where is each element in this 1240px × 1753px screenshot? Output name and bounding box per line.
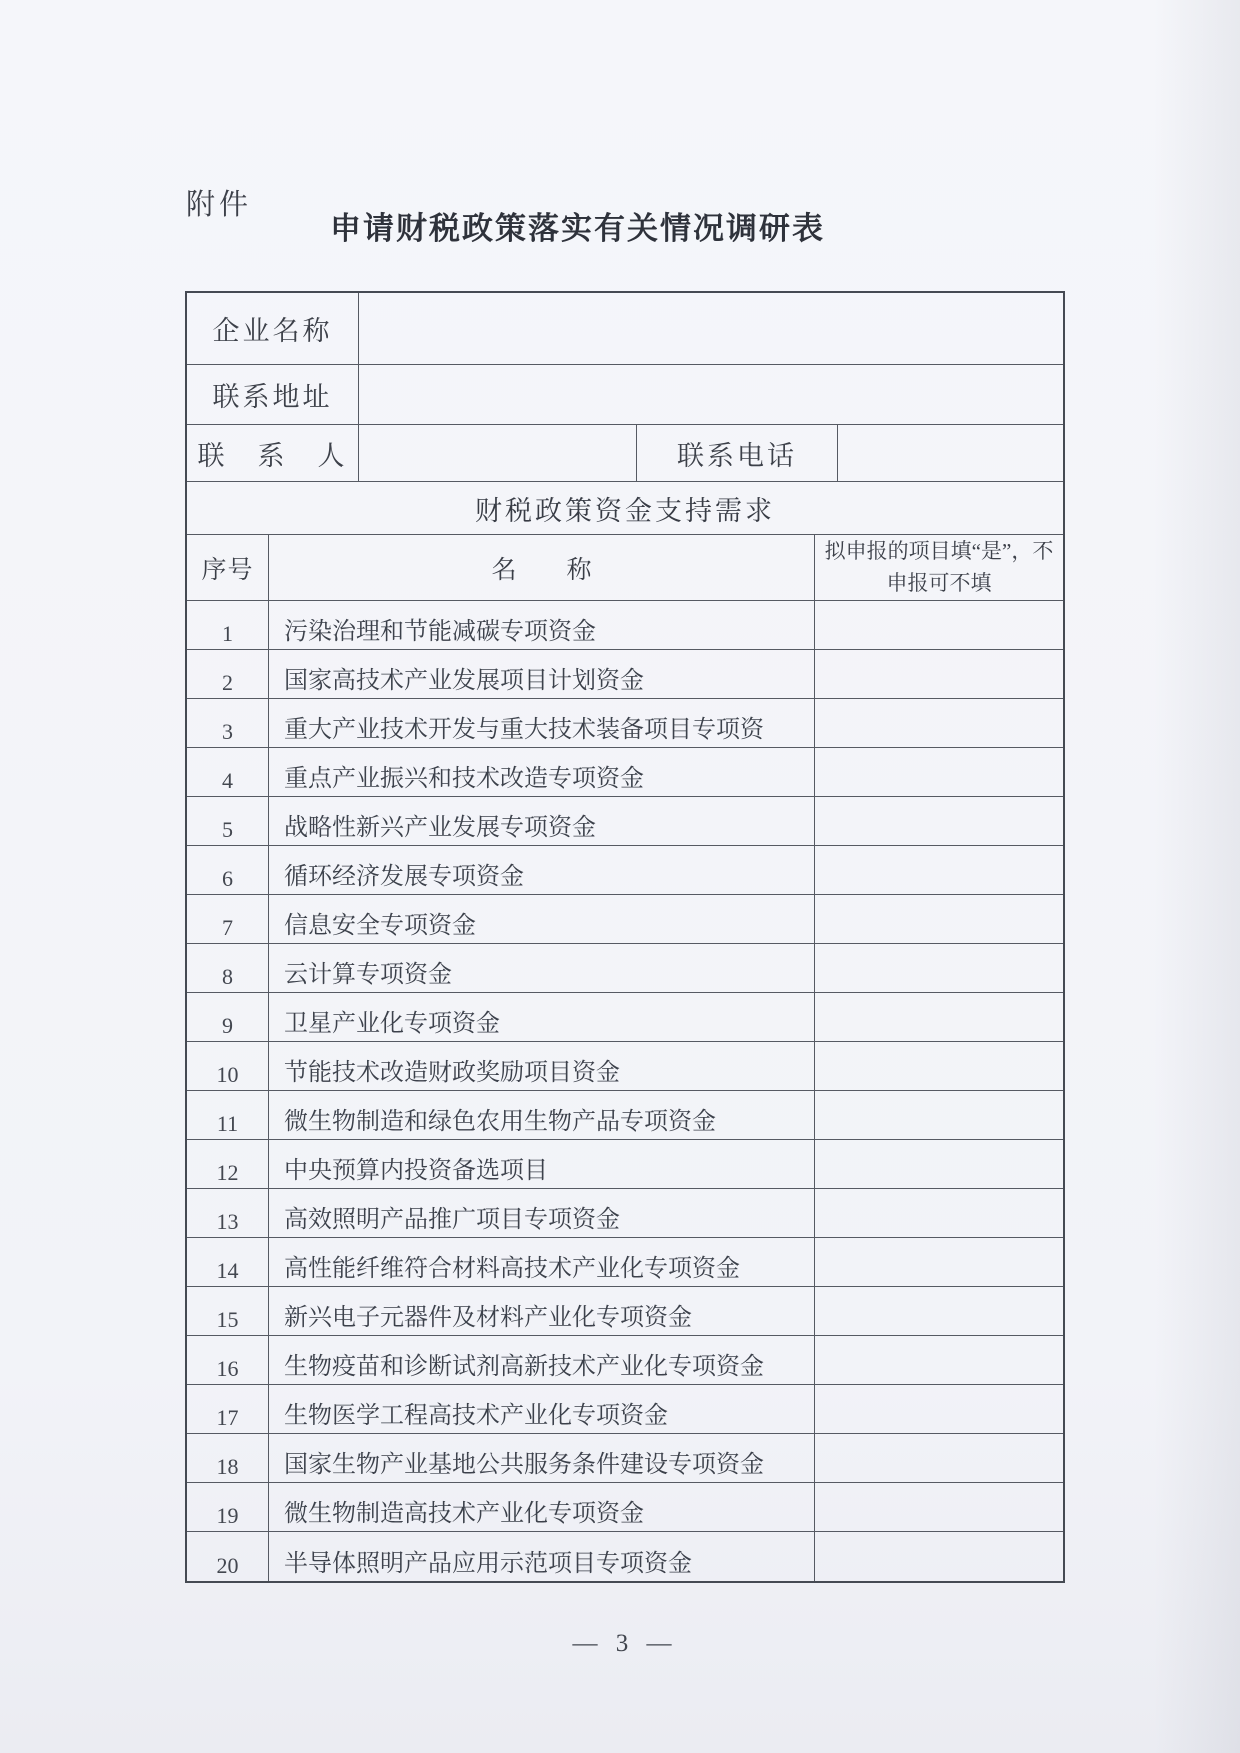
row-index: 12 [187, 1140, 269, 1188]
table-row [187, 1385, 1063, 1434]
row-index: 2 [187, 650, 269, 698]
fund-name: 生物医学工程高技术产业化专项资金 [269, 1385, 815, 1433]
contact-person-row [187, 425, 1063, 482]
fund-name: 国家生物产业基地公共服务条件建设专项资金 [269, 1434, 815, 1482]
declare-cell [815, 699, 1063, 747]
declare-cell [815, 748, 1063, 796]
declare-cell [815, 797, 1063, 845]
declare-cell [815, 944, 1063, 992]
row-index: 11 [187, 1091, 269, 1139]
column-header-name: 名 称 [269, 535, 815, 600]
fund-name: 国家高技术产业发展项目计划资金 [269, 650, 815, 698]
column-header-declare: 拟申报的项目填“是”，不申报可不填 [824, 539, 1054, 595]
section-header: 财税政策资金支持需求 [187, 482, 1063, 535]
fund-name: 战略性新兴产业发展专项资金 [269, 797, 815, 845]
row-index: 13 [187, 1189, 269, 1237]
declare-cell [815, 1238, 1063, 1286]
column-header-row [187, 535, 1063, 601]
table-row [187, 699, 1063, 748]
contact-phone-value-cell [838, 425, 1063, 481]
table-row [187, 1483, 1063, 1532]
attachment-label: 附件 [186, 189, 253, 221]
row-index: 16 [187, 1336, 269, 1384]
fund-name: 重点产业振兴和技术改造专项资金 [269, 748, 815, 796]
fund-name: 半导体照明产品应用示范项目专项资金 [269, 1532, 815, 1581]
row-index: 10 [187, 1042, 269, 1090]
fund-name: 高效照明产品推广项目专项资金 [269, 1189, 815, 1237]
table-row [187, 797, 1063, 846]
declare-cell [815, 993, 1063, 1041]
table-row [187, 1238, 1063, 1287]
fund-name: 微生物制造高技术产业化专项资金 [269, 1483, 815, 1531]
table-row [187, 1189, 1063, 1238]
row-index: 7 [187, 895, 269, 943]
declare-cell [815, 1287, 1063, 1335]
table-row [187, 1336, 1063, 1385]
fund-name: 卫星产业化专项资金 [269, 993, 815, 1041]
contact-address-row [187, 365, 1063, 425]
page-number: — 3 — [572, 1630, 678, 1657]
fund-name: 信息安全专项资金 [269, 895, 815, 943]
declare-cell [815, 601, 1063, 649]
row-index: 5 [187, 797, 269, 845]
column-header-index: 序号 [187, 535, 269, 600]
row-index: 19 [187, 1483, 269, 1531]
page-title: 申请财税政策落实有关情况调研表 [330, 211, 825, 246]
declare-cell [815, 1385, 1063, 1433]
row-index: 8 [187, 944, 269, 992]
fund-name: 新兴电子元器件及材料产业化专项资金 [269, 1287, 815, 1335]
fund-name: 生物疫苗和诊断试剂高新技术产业化专项资金 [269, 1336, 815, 1384]
declare-cell [815, 1336, 1063, 1384]
fund-name: 微生物制造和绿色农用生物产品专项资金 [269, 1091, 815, 1139]
contact-phone-label: 联系电话 [637, 425, 838, 481]
survey-form-table [185, 291, 1065, 1583]
contact-person-label: 联 系 人 [187, 425, 359, 481]
fund-name: 污染治理和节能减碳专项资金 [269, 601, 815, 649]
row-index: 3 [187, 699, 269, 747]
table-row [187, 1532, 1063, 1581]
declare-cell [815, 650, 1063, 698]
company-name-label: 企业名称 [187, 293, 359, 364]
contact-address-value-cell [359, 365, 1063, 424]
table-row [187, 993, 1063, 1042]
declare-cell [815, 1532, 1063, 1581]
fund-name: 循环经济发展专项资金 [269, 846, 815, 894]
table-row [187, 650, 1063, 699]
row-index: 20 [187, 1532, 269, 1581]
fund-name: 中央预算内投资备选项目 [269, 1140, 815, 1188]
table-row [187, 846, 1063, 895]
fund-name: 高性能纤维符合材料高技术产业化专项资金 [269, 1238, 815, 1286]
row-index: 1 [187, 601, 269, 649]
table-row [187, 1091, 1063, 1140]
fund-name: 云计算专项资金 [269, 944, 815, 992]
fund-name: 节能技术改造财政奖励项目资金 [269, 1042, 815, 1090]
declare-cell [815, 1140, 1063, 1188]
declare-cell [815, 895, 1063, 943]
row-index: 18 [187, 1434, 269, 1482]
declare-cell [815, 846, 1063, 894]
contact-person-value-cell [359, 425, 637, 481]
row-index: 9 [187, 993, 269, 1041]
company-name-row [187, 293, 1063, 365]
declare-cell [815, 1434, 1063, 1482]
row-index: 17 [187, 1385, 269, 1433]
row-index: 4 [187, 748, 269, 796]
table-row [187, 895, 1063, 944]
declare-cell [815, 1042, 1063, 1090]
row-index: 14 [187, 1238, 269, 1286]
table-row [187, 944, 1063, 993]
company-name-value-cell [359, 293, 1063, 364]
declare-cell [815, 1091, 1063, 1139]
fund-name: 重大产业技术开发与重大技术装备项目专项资 [269, 699, 815, 747]
declare-cell [815, 1189, 1063, 1237]
table-row [187, 1434, 1063, 1483]
table-row [187, 1042, 1063, 1091]
row-index: 6 [187, 846, 269, 894]
table-row [187, 601, 1063, 650]
declare-cell [815, 1483, 1063, 1531]
table-row [187, 1140, 1063, 1189]
contact-address-label: 联系地址 [187, 365, 359, 424]
table-row [187, 1287, 1063, 1336]
row-index: 15 [187, 1287, 269, 1335]
table-row [187, 748, 1063, 797]
